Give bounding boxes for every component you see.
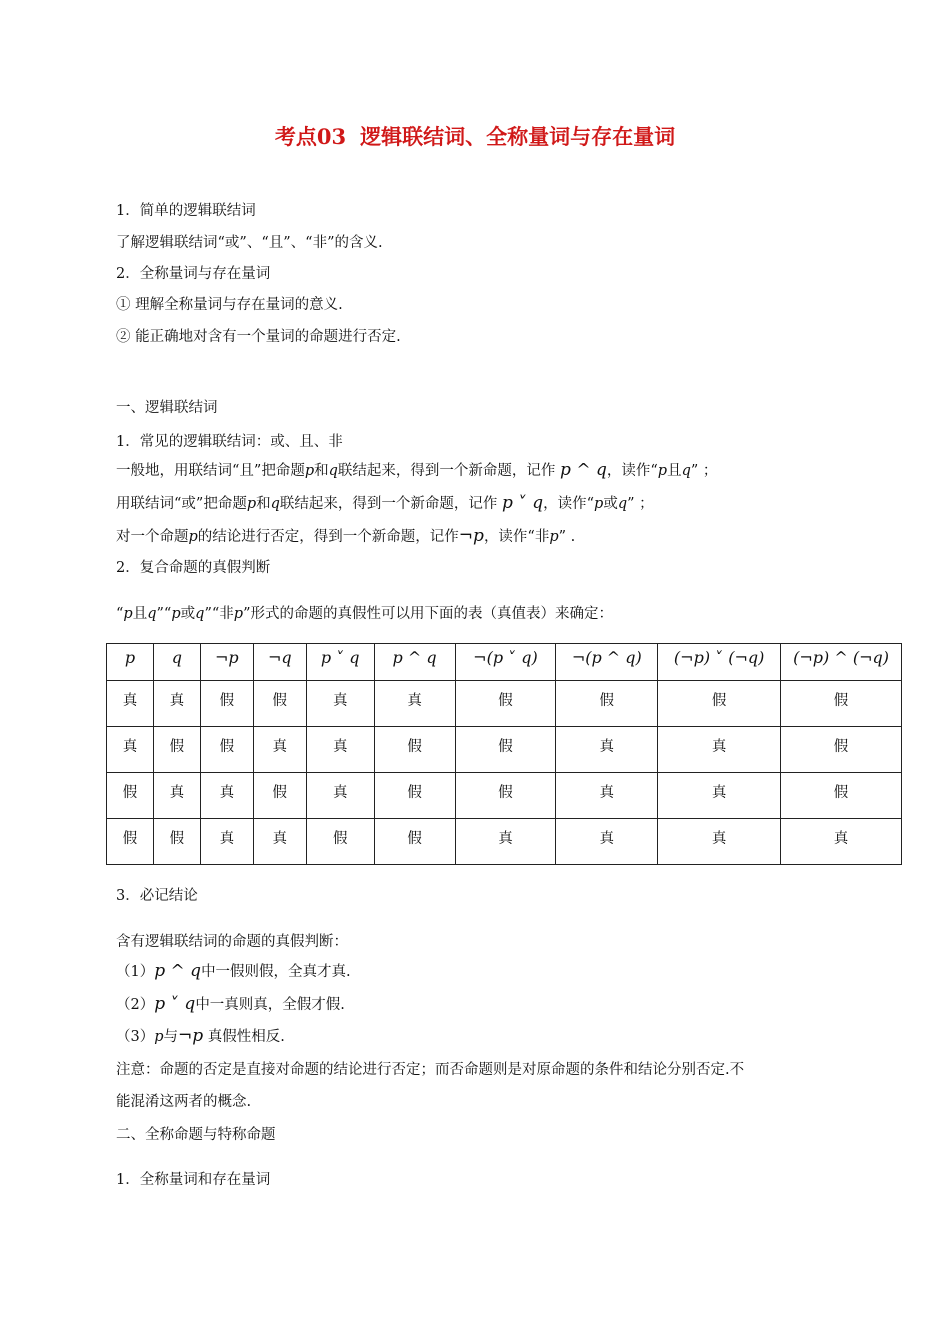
table-cell: 真 bbox=[556, 727, 658, 773]
table-cell: 假 bbox=[253, 681, 306, 727]
table-header-row bbox=[107, 644, 902, 681]
table-cell: 假 bbox=[253, 773, 306, 819]
table-cell: 假 bbox=[374, 818, 455, 864]
table-header-cell: p bbox=[107, 644, 154, 681]
table-cell: 真 bbox=[253, 818, 306, 864]
table-cell: 真 bbox=[556, 773, 658, 819]
table-cell: 真 bbox=[306, 727, 374, 773]
table-cell: 真 bbox=[658, 727, 781, 773]
conclusion-item-2: （2）p ˅ q中一真则真，全假才假. bbox=[116, 994, 345, 1014]
table-cell: 真 bbox=[306, 681, 374, 727]
table-row bbox=[107, 727, 902, 773]
table-cell: 真 bbox=[253, 727, 306, 773]
table-cell: 假 bbox=[107, 818, 154, 864]
table-cell: 假 bbox=[781, 727, 902, 773]
table-cell: 真 bbox=[781, 818, 902, 864]
table-row bbox=[107, 773, 902, 819]
table-header-cell: p ˅ q bbox=[306, 644, 374, 681]
conclusion-item-3: （3）p与¬p 真假性相反. bbox=[116, 1026, 285, 1046]
note-line-2: 能混淆这两者的概念. bbox=[116, 1094, 252, 1110]
table-cell: 真 bbox=[200, 818, 253, 864]
table-header-cell: p ^ q bbox=[374, 644, 455, 681]
section1-heading: 一、逻辑联结词 bbox=[116, 400, 218, 416]
table-cell: 真 bbox=[153, 681, 200, 727]
table-header-cell: (¬p) ^ (¬q) bbox=[781, 644, 902, 681]
conclusion-item-1: （1）p ^ q中一假则假，全真才真. bbox=[116, 961, 351, 981]
section2-sub1: 1．全称量词和存在量词 bbox=[116, 1172, 271, 1188]
conclusions-intro: 含有逻辑联结词的命题的真假判断： bbox=[116, 934, 348, 950]
table-cell: 假 bbox=[200, 727, 253, 773]
table-cell: 真 bbox=[374, 681, 455, 727]
table-cell: 假 bbox=[556, 681, 658, 727]
or-definition: 用联结词“或”把命题p和q联结起来，得到一个新命题，记作 p ˅ q，读作“p或q” ； bbox=[116, 493, 654, 513]
table-cell: 假 bbox=[455, 773, 556, 819]
not-definition: 对一个命题p的结论进行否定，得到一个新命题，记作¬p，读作“非p” . bbox=[116, 526, 576, 546]
table-cell: 真 bbox=[200, 773, 253, 819]
table-header-cell: ¬(p ˅ q) bbox=[455, 644, 556, 681]
table-row bbox=[107, 818, 902, 864]
table-header-cell: ¬p bbox=[200, 644, 253, 681]
outline-line-4: ① 理解全称量词与存在量词的意义. bbox=[116, 297, 343, 313]
not-symbol: ¬p bbox=[458, 526, 484, 546]
table-cell: 真 bbox=[107, 727, 154, 773]
outline-line-1: 1．简单的逻辑联结词 bbox=[116, 203, 256, 219]
table-cell: 假 bbox=[306, 818, 374, 864]
table-header-cell: (¬p) ˅ (¬q) bbox=[658, 644, 781, 681]
table-cell: 假 bbox=[200, 681, 253, 727]
table-cell: 真 bbox=[306, 773, 374, 819]
section1-sub1: 1．常见的逻辑联结词：或、且、非 bbox=[116, 434, 343, 450]
table-cell: 真 bbox=[107, 681, 154, 727]
table-cell: 真 bbox=[455, 818, 556, 864]
note-line-1: 注意：命题的否定是直接对命题的结论进行否定；而否命题则是对原命题的条件和结论分别否定.不 bbox=[116, 1062, 745, 1078]
table-header-cell: ¬(p ^ q) bbox=[556, 644, 658, 681]
or-symbol: p ˅ q bbox=[502, 493, 544, 513]
table-cell: 假 bbox=[374, 773, 455, 819]
table-cell: 真 bbox=[556, 818, 658, 864]
table-header-cell: ¬q bbox=[253, 644, 306, 681]
table-cell: 真 bbox=[153, 773, 200, 819]
table-cell: 假 bbox=[455, 681, 556, 727]
section2-heading: 二、全称命题与特称命题 bbox=[116, 1127, 276, 1143]
table-cell: 假 bbox=[153, 727, 200, 773]
table-cell: 假 bbox=[153, 818, 200, 864]
outline-line-3: 2．全称量词与存在量词 bbox=[116, 266, 271, 282]
table-cell: 真 bbox=[658, 818, 781, 864]
table-header-cell: q bbox=[153, 644, 200, 681]
table-cell: 假 bbox=[781, 773, 902, 819]
table-cell: 真 bbox=[658, 773, 781, 819]
truth-table-intro: “p且q”“p或q”“非p”形式的命题的真假性可以用下面的表（真值表）来确定： bbox=[116, 606, 613, 622]
conclusions-heading: 3．必记结论 bbox=[116, 888, 198, 904]
table-cell: 假 bbox=[107, 773, 154, 819]
table-cell: 假 bbox=[455, 727, 556, 773]
page-title: 考点03 逻辑联结词、全称量词与存在量词 bbox=[274, 124, 676, 149]
truth-table bbox=[106, 643, 902, 865]
table-row bbox=[107, 681, 902, 727]
table-cell: 假 bbox=[374, 727, 455, 773]
section1-sub2: 2．复合命题的真假判断 bbox=[116, 560, 271, 576]
outline-line-2: 了解逻辑联结词“或”、“且”、“非”的含义. bbox=[116, 235, 383, 251]
and-definition: 一般地，用联结词“且”把命题p和q联结起来，得到一个新命题，记作 p ^ q，读作“p且q” ； bbox=[116, 460, 718, 480]
outline-line-5: ② 能正确地对含有一个量词的命题进行否定. bbox=[116, 329, 401, 345]
and-symbol: p ^ q bbox=[560, 460, 607, 480]
table-cell: 假 bbox=[658, 681, 781, 727]
table-cell: 假 bbox=[781, 681, 902, 727]
